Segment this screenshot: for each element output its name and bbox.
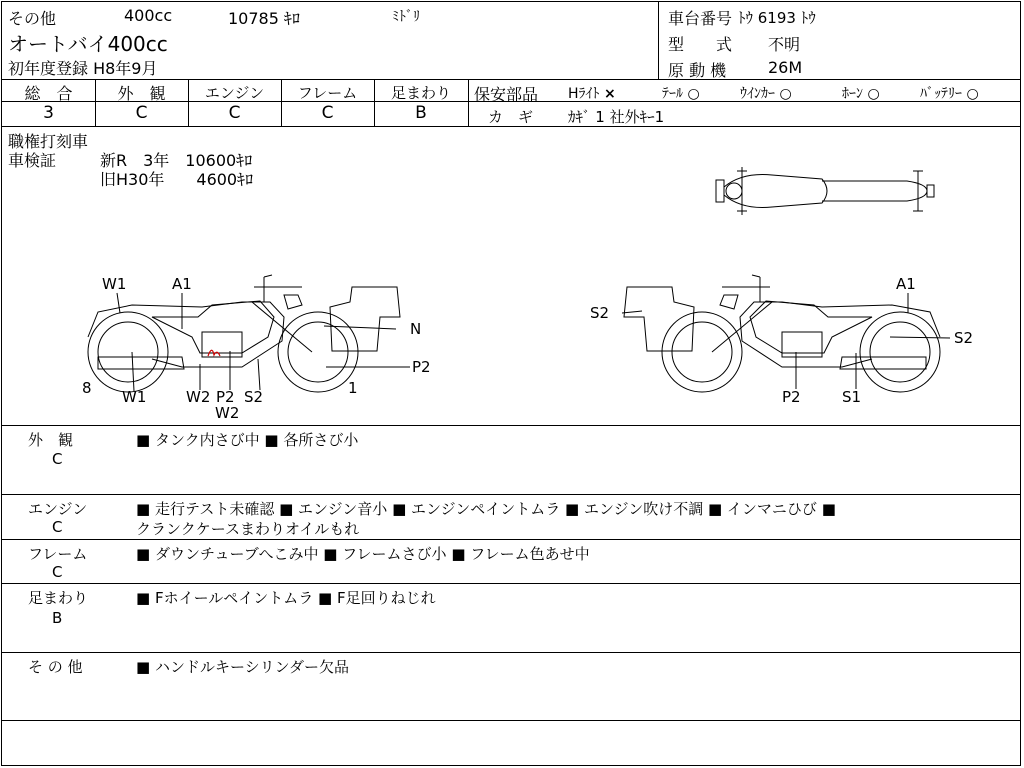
detail-grade-engine: C bbox=[52, 518, 63, 536]
detail-line-4 bbox=[2, 652, 1020, 653]
diagram-label: A1 bbox=[172, 275, 192, 293]
first-registration: 初年度登録 H8年9月 bbox=[8, 59, 158, 78]
diagram-label: W1 bbox=[102, 275, 127, 293]
safety-item-horn: ﾎｰﾝ ○ bbox=[842, 86, 880, 102]
diagram-label: S2 bbox=[244, 388, 264, 406]
detail-text-exterior: ■ タンク内さび中 ■ 各所さび小 bbox=[136, 431, 359, 449]
shokken-label: 職権打刻車 bbox=[8, 132, 89, 151]
grade-value-exterior: C bbox=[135, 103, 148, 123]
grade-label-overall: 総 合 bbox=[24, 84, 73, 103]
safety-mark-battery: ○ bbox=[966, 86, 979, 102]
grade-top-line bbox=[2, 79, 1020, 80]
diagram-label: A1 bbox=[896, 275, 916, 293]
safety-item-headlight: Hﾗｲﾄ × bbox=[568, 86, 616, 102]
safety-mark-winker: ○ bbox=[779, 86, 792, 102]
diagram-label: N bbox=[410, 320, 422, 338]
shaken-label: 車検証 bbox=[8, 151, 57, 170]
inspection-sheet bbox=[1, 1, 1021, 766]
detail-grade-frame: C bbox=[52, 563, 63, 581]
diagram-label: W1 bbox=[122, 388, 147, 406]
damage-diagram bbox=[2, 127, 1020, 427]
color: ﾐﾄﾞﾘ bbox=[392, 9, 420, 25]
detail-title-other: そ の 他 bbox=[28, 658, 83, 676]
grade-value-suspension: B bbox=[415, 103, 427, 123]
mileage: 10785 ｷﾛ bbox=[228, 9, 300, 28]
diagram-label: P2 bbox=[216, 388, 235, 406]
safety-mark-tail: ○ bbox=[687, 86, 700, 102]
safety-item-winker: ｳｲﾝｶｰ ○ bbox=[740, 86, 792, 102]
grade-label-frame: フレーム bbox=[297, 84, 358, 102]
header-divider bbox=[658, 2, 659, 80]
shaken-new: 新R 3年 10600ｷﾛ bbox=[100, 151, 253, 170]
type-label: 型 式 bbox=[668, 35, 733, 54]
detail-bottom-line bbox=[2, 720, 1020, 721]
motorcycle-left-view bbox=[88, 275, 400, 392]
detail-title-engine: エンジン bbox=[28, 500, 88, 518]
detail-text-other: ■ ハンドルキーシリンダー欠品 bbox=[136, 658, 350, 676]
grade-value-engine: C bbox=[228, 103, 241, 123]
engine-value: 26M bbox=[768, 58, 803, 77]
grade-label-suspension: 足まわり bbox=[390, 84, 451, 102]
key-value: ｶｷﾞ 1 社外ｷｰ1 bbox=[568, 108, 665, 126]
grade-value-frame: C bbox=[321, 103, 334, 123]
displacement: 400cc bbox=[124, 6, 173, 25]
detail-title-exterior: 外 観 bbox=[28, 431, 74, 449]
diagram-label: W2 bbox=[215, 404, 240, 422]
frame-no-value: ﾄｳ 6193 ﾄｳ bbox=[738, 9, 816, 27]
detail-top-line bbox=[2, 425, 1020, 426]
safety-label: 保安部品 bbox=[474, 85, 539, 104]
diagram-label: 8 bbox=[82, 379, 92, 397]
diagram-label: P2 bbox=[412, 358, 431, 376]
safety-item-tail: ﾃｰﾙ ○ bbox=[662, 86, 700, 102]
detail-grade-exterior: C bbox=[52, 450, 63, 468]
diagram-label: S2 bbox=[954, 329, 974, 347]
diagram-label: S1 bbox=[842, 388, 862, 406]
motorcycle-right-view bbox=[624, 275, 940, 392]
frame-no-label: 車台番号 bbox=[668, 9, 733, 28]
diagram-label: W2 bbox=[186, 388, 211, 406]
diagram-label: P2 bbox=[782, 388, 801, 406]
diagram-label: 1 bbox=[348, 379, 358, 397]
category: その他 bbox=[8, 9, 57, 28]
detail-text-engine-2: クランクケースまわりオイルもれ bbox=[136, 520, 360, 538]
shaken-old: 旧H30年 4600ｷﾛ bbox=[100, 170, 254, 189]
grade-value-overall: 3 bbox=[43, 103, 54, 123]
diagram-label: S2 bbox=[590, 304, 610, 322]
detail-text-suspension: ■ Fホイールペイントムラ ■ F足回りねじれ bbox=[136, 589, 436, 607]
detail-title-suspension: 足まわり bbox=[28, 589, 89, 607]
grade-label-exterior: 外 観 bbox=[117, 84, 166, 103]
motorcycle-top-view bbox=[716, 167, 934, 215]
detail-line-2 bbox=[2, 539, 1020, 540]
detail-grade-suspension: B bbox=[52, 609, 63, 627]
key-label: カ ギ bbox=[488, 108, 534, 126]
detail-title-frame: フレーム bbox=[28, 545, 88, 563]
engine-label: 原 動 機 bbox=[668, 61, 727, 80]
grade-col-line-5 bbox=[468, 79, 469, 126]
grade-label-engine: エンジン bbox=[204, 84, 265, 102]
model-name: オートバイ400cc bbox=[8, 32, 168, 56]
detail-line-3 bbox=[2, 583, 1020, 584]
detail-line-1 bbox=[2, 494, 1020, 495]
detail-text-frame: ■ ダウンチューブへこみ中 ■ フレームさび小 ■ フレーム色あせ中 bbox=[136, 545, 590, 563]
safety-item-battery: ﾊﾞｯﾃﾘｰ ○ bbox=[920, 86, 979, 102]
safety-mark-horn: ○ bbox=[867, 86, 880, 102]
safety-mark-headlight: × bbox=[603, 86, 616, 102]
detail-text-engine: ■ 走行テスト未確認 ■ エンジン音小 ■ エンジンペイントムラ ■ エンジン吹け不調 ■ インマニひび ■ bbox=[136, 500, 836, 518]
type-value: 不明 bbox=[768, 35, 801, 54]
rust-mark bbox=[208, 350, 220, 356]
